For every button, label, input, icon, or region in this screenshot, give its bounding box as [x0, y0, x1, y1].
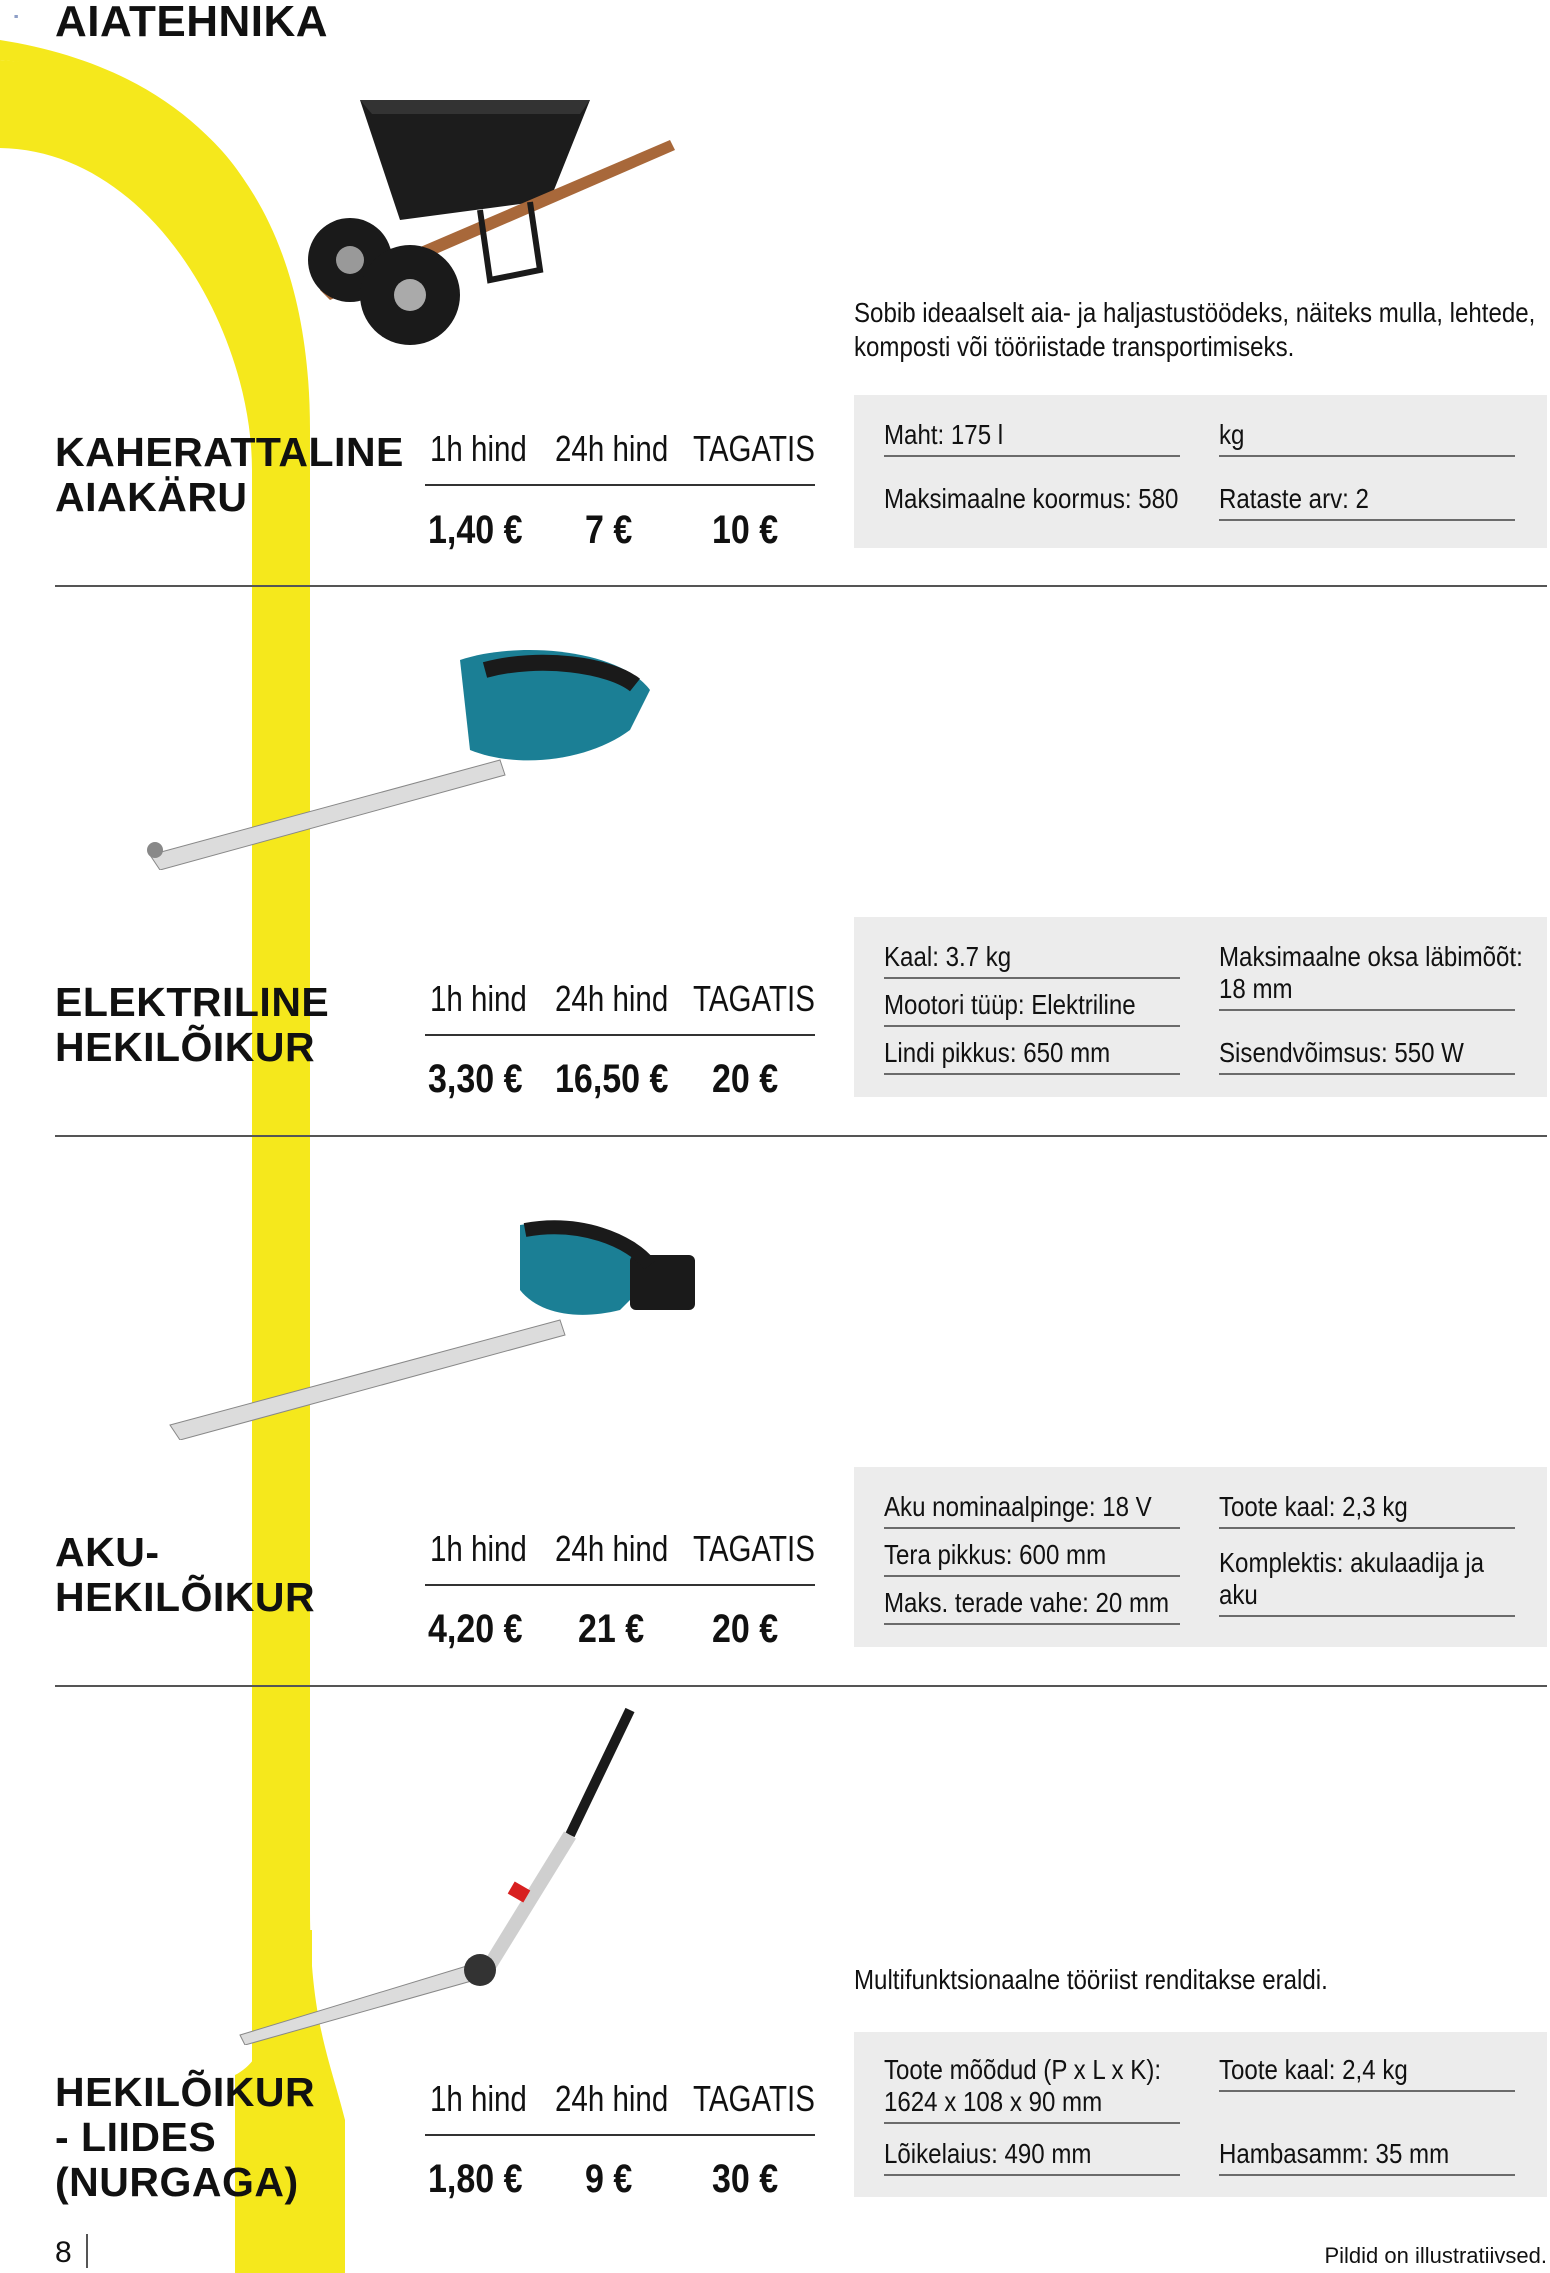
footer-note: Pildid on illustratiivsed.: [1324, 2243, 1547, 2268]
spec-item: Maksimaalne koormus: 580: [884, 483, 1179, 514]
footer-divider: [86, 2234, 88, 2268]
spec-item: Maht: 175 l: [884, 419, 1180, 457]
product-name-line: HEKILÕIKUR: [55, 1024, 316, 1070]
price-24h-label: 24h hind: [555, 1528, 669, 1569]
spec-item: kg: [1219, 419, 1515, 457]
spec-item: Toote mõõdud (P x L x K): 1624 x 108 x 90 mm: [884, 2054, 1180, 2124]
section-divider: [55, 1135, 1547, 1137]
price-1h-label: 1h hind: [430, 428, 527, 469]
spec-box: [854, 2032, 1547, 2197]
spec-item: Toote kaal: 2,3 kg: [1219, 1491, 1515, 1529]
deposit-label: TAGATIS: [693, 2078, 815, 2119]
deposit-label: TAGATIS: [693, 428, 815, 469]
product-name-line: (NURGAGA): [55, 2159, 299, 2205]
price-24h-label: 24h hind: [555, 2078, 669, 2119]
section-divider: [55, 585, 1547, 587]
spec-item: Toote kaal: 2,4 kg: [1219, 2054, 1515, 2092]
price-24h-label: 24h hind: [555, 978, 669, 1019]
deposit-value: 30 €: [712, 2157, 779, 2201]
spec-item: Rataste arv: 2: [1219, 483, 1515, 521]
product-description: Multifunktsionaalne tööriist renditakse eraldi.: [854, 1964, 1328, 1995]
price-24h-label: 24h hind: [555, 428, 669, 469]
price-24h-value: 21 €: [578, 1607, 645, 1651]
spec-item: Aku nominaalpinge: 18 V: [884, 1491, 1180, 1529]
product-name-line: AKU-: [55, 1529, 160, 1575]
spec-item: Lindi pikkus: 650 mm: [884, 1037, 1180, 1075]
price-1h-value: 4,20 €: [428, 1607, 523, 1651]
product-name-line: KAHERATTALINE: [55, 429, 404, 475]
price-header: [425, 428, 815, 486]
deposit-label: TAGATIS: [693, 1528, 815, 1569]
product-name-line: ELEKTRILINE: [55, 979, 330, 1025]
price-1h-label: 1h hind: [430, 1528, 527, 1569]
spec-box: [854, 917, 1547, 1097]
price-header: [425, 2078, 815, 2136]
price-header: [425, 978, 815, 1036]
price-1h-label: 1h hind: [430, 2078, 527, 2119]
spec-item: Lõikelaius: 490 mm: [884, 2138, 1180, 2176]
cordless-hedge-trimmer-image: [160, 1210, 740, 1440]
price-24h-value: 16,50 €: [555, 1057, 669, 1101]
deposit-label: TAGATIS: [693, 978, 815, 1019]
section-divider: [55, 1685, 1547, 1687]
product-name-line: - LIIDES: [55, 2114, 217, 2160]
product-name-line: AIAKÄRU: [55, 474, 248, 520]
deposit-value: 10 €: [712, 508, 779, 552]
spec-item: Maks. terade vahe: 20 mm: [884, 1587, 1180, 1625]
product-description: Sobib ideaalselt aia- ja haljastustöödeks, näiteks mulla, lehtede, komposti või tööriistade transportimiseks.: [854, 297, 1536, 362]
page-title: AIATEHNIKA: [55, 0, 329, 46]
spec-item: Mootori tüüp: Elektriline: [884, 989, 1180, 1027]
spec-item: Komplektis: akulaadija ja aku: [1219, 1547, 1515, 1617]
page-number: 8: [55, 2236, 72, 2269]
deposit-value: 20 €: [712, 1607, 779, 1651]
spec-item: Kaal: 3.7 kg: [884, 941, 1180, 979]
price-header: [425, 1528, 815, 1586]
electric-hedge-trimmer-image: [140, 630, 740, 870]
price-24h-value: 7 €: [585, 508, 633, 552]
spec-item: Tera pikkus: 600 mm: [884, 1539, 1180, 1577]
hedge-trimmer-attachment-image: [230, 1705, 650, 2045]
product-name-line: HEKILÕIKUR: [55, 1574, 316, 1620]
spec-box: [854, 395, 1547, 548]
spec-item: Sisendvõimsus: 550 W: [1219, 1037, 1515, 1075]
brand-logo-icon: ≡: [14, 14, 19, 21]
spec-item: Hambasamm: 35 mm: [1219, 2138, 1515, 2176]
spec-box: [854, 1467, 1547, 1647]
price-1h-value: 3,30 €: [428, 1057, 523, 1101]
wheelbarrow-image: [280, 90, 680, 360]
product-name-line: HEKILÕIKUR: [55, 2069, 316, 2115]
price-24h-value: 9 €: [585, 2157, 633, 2201]
price-1h-value: 1,80 €: [428, 2157, 523, 2201]
deposit-value: 20 €: [712, 1057, 779, 1101]
spec-item: Maksimaalne oksa läbimõõt: 18 mm: [1219, 941, 1515, 1011]
price-1h-value: 1,40 €: [428, 508, 523, 552]
price-1h-label: 1h hind: [430, 978, 527, 1019]
